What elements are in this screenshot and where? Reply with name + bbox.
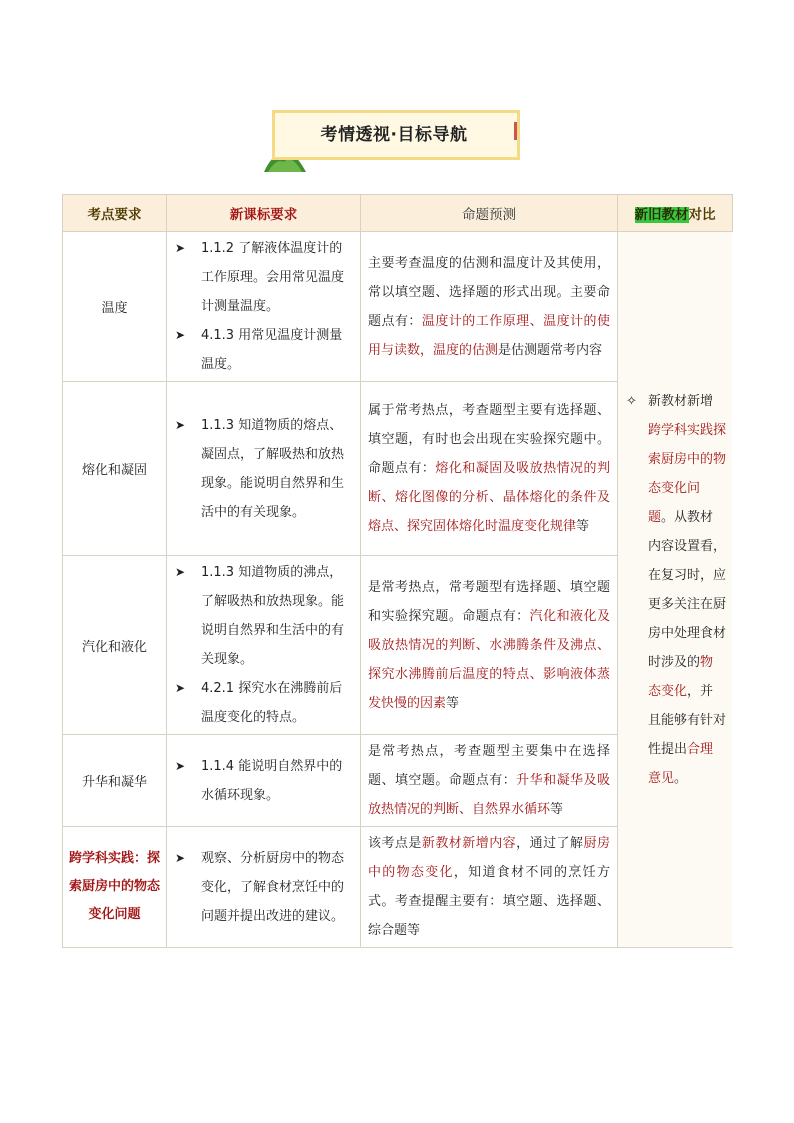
standard-cell [167,382,361,556]
list-item: ➤ 1.1.3 知道物质的熔点、凝固点，了解吸热和放热现象。能说明自然界和生活中的有关现象。 [175,411,352,527]
list-item: ➤ 1.1.4 能说明自然界中的水循环现象。 [175,752,352,810]
diamond-bullet-icon: ✧ [626,393,637,409]
prediction-cell: 属于常考热点，考查题型主要有选择题、填空题，有时也会出现在实验探究题中。命题点有：熔化和凝固及吸放热情况的判断、熔化图像的分析、晶体熔化的条件及熔点、探究固体熔化时温度变化规律等 [361,382,618,556]
header-prediction: 命题预测 [361,195,618,232]
list-item: ➤ 1.1.2 了解液体温度计的工作原理。会用常见温度计测量温度。 [175,234,352,321]
standard-cell [167,232,361,382]
list-item: ➤ 4.1.3 用常见温度计测量温度。 [175,321,352,379]
section-banner [262,108,526,168]
list-item: ➤ 观察、分析厨房中的物态变化，了解食材烹饪中的问题并提出改进的建议。 [175,844,352,931]
compare-cell: ✧ 新教材新增跨学科实践探索厨房中的物态变化问题。从教材内容设置看，在复习时，应更多关注在厨房中处理食材时涉及的物态变化，并且能够有针对性提出合理意见。 [618,232,733,948]
prediction-cell: 该考点是新教材新增内容，通过了解厨房中的物态变化，知道食材不同的烹饪方式。考查提醒主要有：填空题、选择题、综合题等 [361,827,618,948]
prediction-cell: 是常考热点，常考题型有选择题、填空题和实验探究题。命题点有：汽化和液化及吸放热情况的判断、水沸腾条件及沸点、探究水沸腾前后温度的特点、影响液体蒸发快慢的因素等 [361,556,618,735]
topic-cell: 跨学科实践：探索厨房中的物态变化问题 [63,827,167,948]
exam-table [62,194,733,948]
arrow-bullet-icon: ➤ [175,328,186,342]
header-topic: 考点要求 [63,195,167,232]
topic-cell: 温度 [63,232,167,382]
header-row [63,195,733,232]
standard-cell [167,827,361,948]
topic-cell: 汽化和液化 [63,556,167,735]
list-item: ➤ 1.1.3 知道物质的沸点，了解吸热和放热现象。能说明自然界和生活中的有关现象。 [175,558,352,674]
standard-cell [167,735,361,827]
topic-cell: 熔化和凝固 [63,382,167,556]
banner-title: 考情透视·目标导航 [320,125,468,145]
arrow-bullet-icon: ➤ [175,850,186,865]
header-standard: 新课标要求 [167,195,361,232]
prediction-cell: 主要考查温度的估测和温度计及其使用，常以填空题、选择题的形式出现。主要命题点有：温度计的工作原理、温度计的使用与读数，温度的估测是估测题常考内容 [361,232,618,382]
arrow-bullet-icon: ➤ [175,681,186,695]
list-item: ➤ 4.2.1 探究水在沸腾前后温度变化的特点。 [175,674,352,732]
arrow-bullet-icon: ➤ [175,565,186,579]
arrow-bullet-icon: ➤ [175,417,186,432]
standard-cell [167,556,361,735]
table-row [63,232,733,382]
arrow-bullet-icon: ➤ [175,241,186,255]
header-compare: 新旧教材对比 [618,195,733,232]
prediction-cell: 是常考热点，考查题型主要集中在选择题、填空题。命题点有：升华和凝华及吸放热情况的判断、自然界水循环等 [361,735,618,827]
arrow-bullet-icon: ➤ [175,758,186,773]
topic-cell: 升华和凝华 [63,735,167,827]
